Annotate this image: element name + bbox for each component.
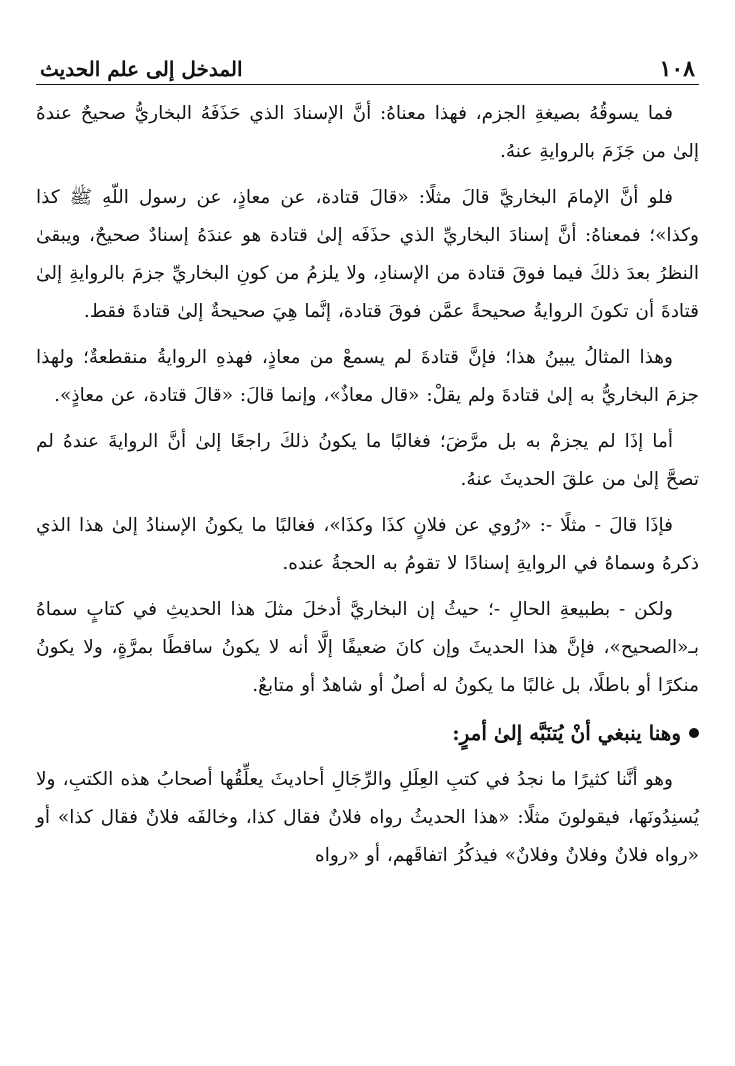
page-number: ١٠٨ [659, 56, 695, 82]
paragraph-7: وهو أنَّنا كثيرًا ما نجدُ في كتبِ العِلَلِ والرِّجَالِ أحاديثَ يعلِّقُها أصحابُ هذه الكتبِ، ولا يُسنِدُونَها، فيقولونَ مثلًا: «هذا الحديثُ رواه فلانٌ فقال كذا، وخالفَه فلانٌ فقال كذا» أو «رواه فلانٌ وفلانٌ وفلانٌ» فيذكُرُ اتفاقَهم، أو «رواه [36, 769, 699, 866]
paragraph-1: فما يسوقُهُ بصيغةِ الجزم، فهذا معناهُ: أنَّ الإسنادَ الذي حَذَفَهُ البخاريُّ صحيحٌ عندهُ إلىٰ من جَزَمَ بالروايةِ عنهُ. [36, 103, 699, 162]
page-body [36, 95, 699, 875]
bullet-dot-icon [689, 728, 699, 738]
paragraph-6: ولكن - بطبيعةِ الحالِ -؛ حيثُ إن البخاريَّ أدخلَ مثلَ هذا الحديثِ في كتابٍ سماهُ بـ«الصحيح»، فإنَّ هذا الحديثَ وإن كانَ ضعيفًا إلَّا أنه لا يكونُ ساقطًا بمرَّةٍ، ولا يكونُ منكرًا أو باطلًا، بل غالبًا ما يكونُ له أصلٌ أو شاهدٌ أو متابعٌ. [36, 599, 699, 696]
paragraph-5: فإذَا قالَ - مثلًا -: «رُوي عن فلانٍ كذَا وكذَا»، فغالبًا ما يكونُ الإسنادُ إلىٰ هذا الذي ذكرهُ وسماهُ في الروايةِ إسنادًا لا تقومُ به الحجةُ عنده. [36, 515, 699, 574]
bullet-heading-text: وهنا ينبغي أنْ يُتنَبَّه إلىٰ أمرٍ: [452, 721, 681, 745]
running-title: المدخل إلى علم الحديث [40, 57, 243, 81]
book-page [36, 50, 699, 1050]
paragraph-2: فلو أنَّ الإمامَ البخاريَّ قالَ مثلًا: «قالَ قتادة، عن معاذٍ، عن رسول اللّهِ ﷺ كذا وكذا»؛ فمعناهُ: أنَّ إسنادَ البخاريِّ الذي حذَفَه إلىٰ قتادة هو عندَهُ إسنادٌ صحيحٌ، ويبقىٰ النظرُ بعدَ ذلكَ فيما فوقَ قتادة من الإسنادِ، ولا يلزمُ من كونِ البخاريِّ جزمَ بالروايةِ إلىٰ قتادةَ أن تكونَ الروايةُ صحيحةً عمَّن فوقَ قتادة، إنَّما هِيَ صحيحةٌ إلىٰ قتادةَ فقط. [36, 187, 699, 322]
paragraph-4: أما إذَا لم يجزمْ به بل مرَّضَ؛ فغالبًا ما يكونُ ذلكَ راجعًا إلىٰ أنَّ الروايةَ عندهُ لم تصحَّ إلىٰ من علقَ الحديثَ عنهُ. [36, 431, 699, 490]
running-header [36, 50, 699, 85]
paragraph-3: وهذا المثالُ يبينُ هذا؛ فإنَّ قتادةَ لم يسمعْ من معاذٍ، فهذهِ الروايةُ منقطعةٌ؛ ولهذا جزمَ البخاريُّ به إلىٰ قتادةَ ولم يقلْ: «قال معاذٌ»، وإنما قالَ: «قالَ قتادة، عن معاذٍ». [36, 347, 699, 406]
bullet-heading [36, 713, 699, 753]
